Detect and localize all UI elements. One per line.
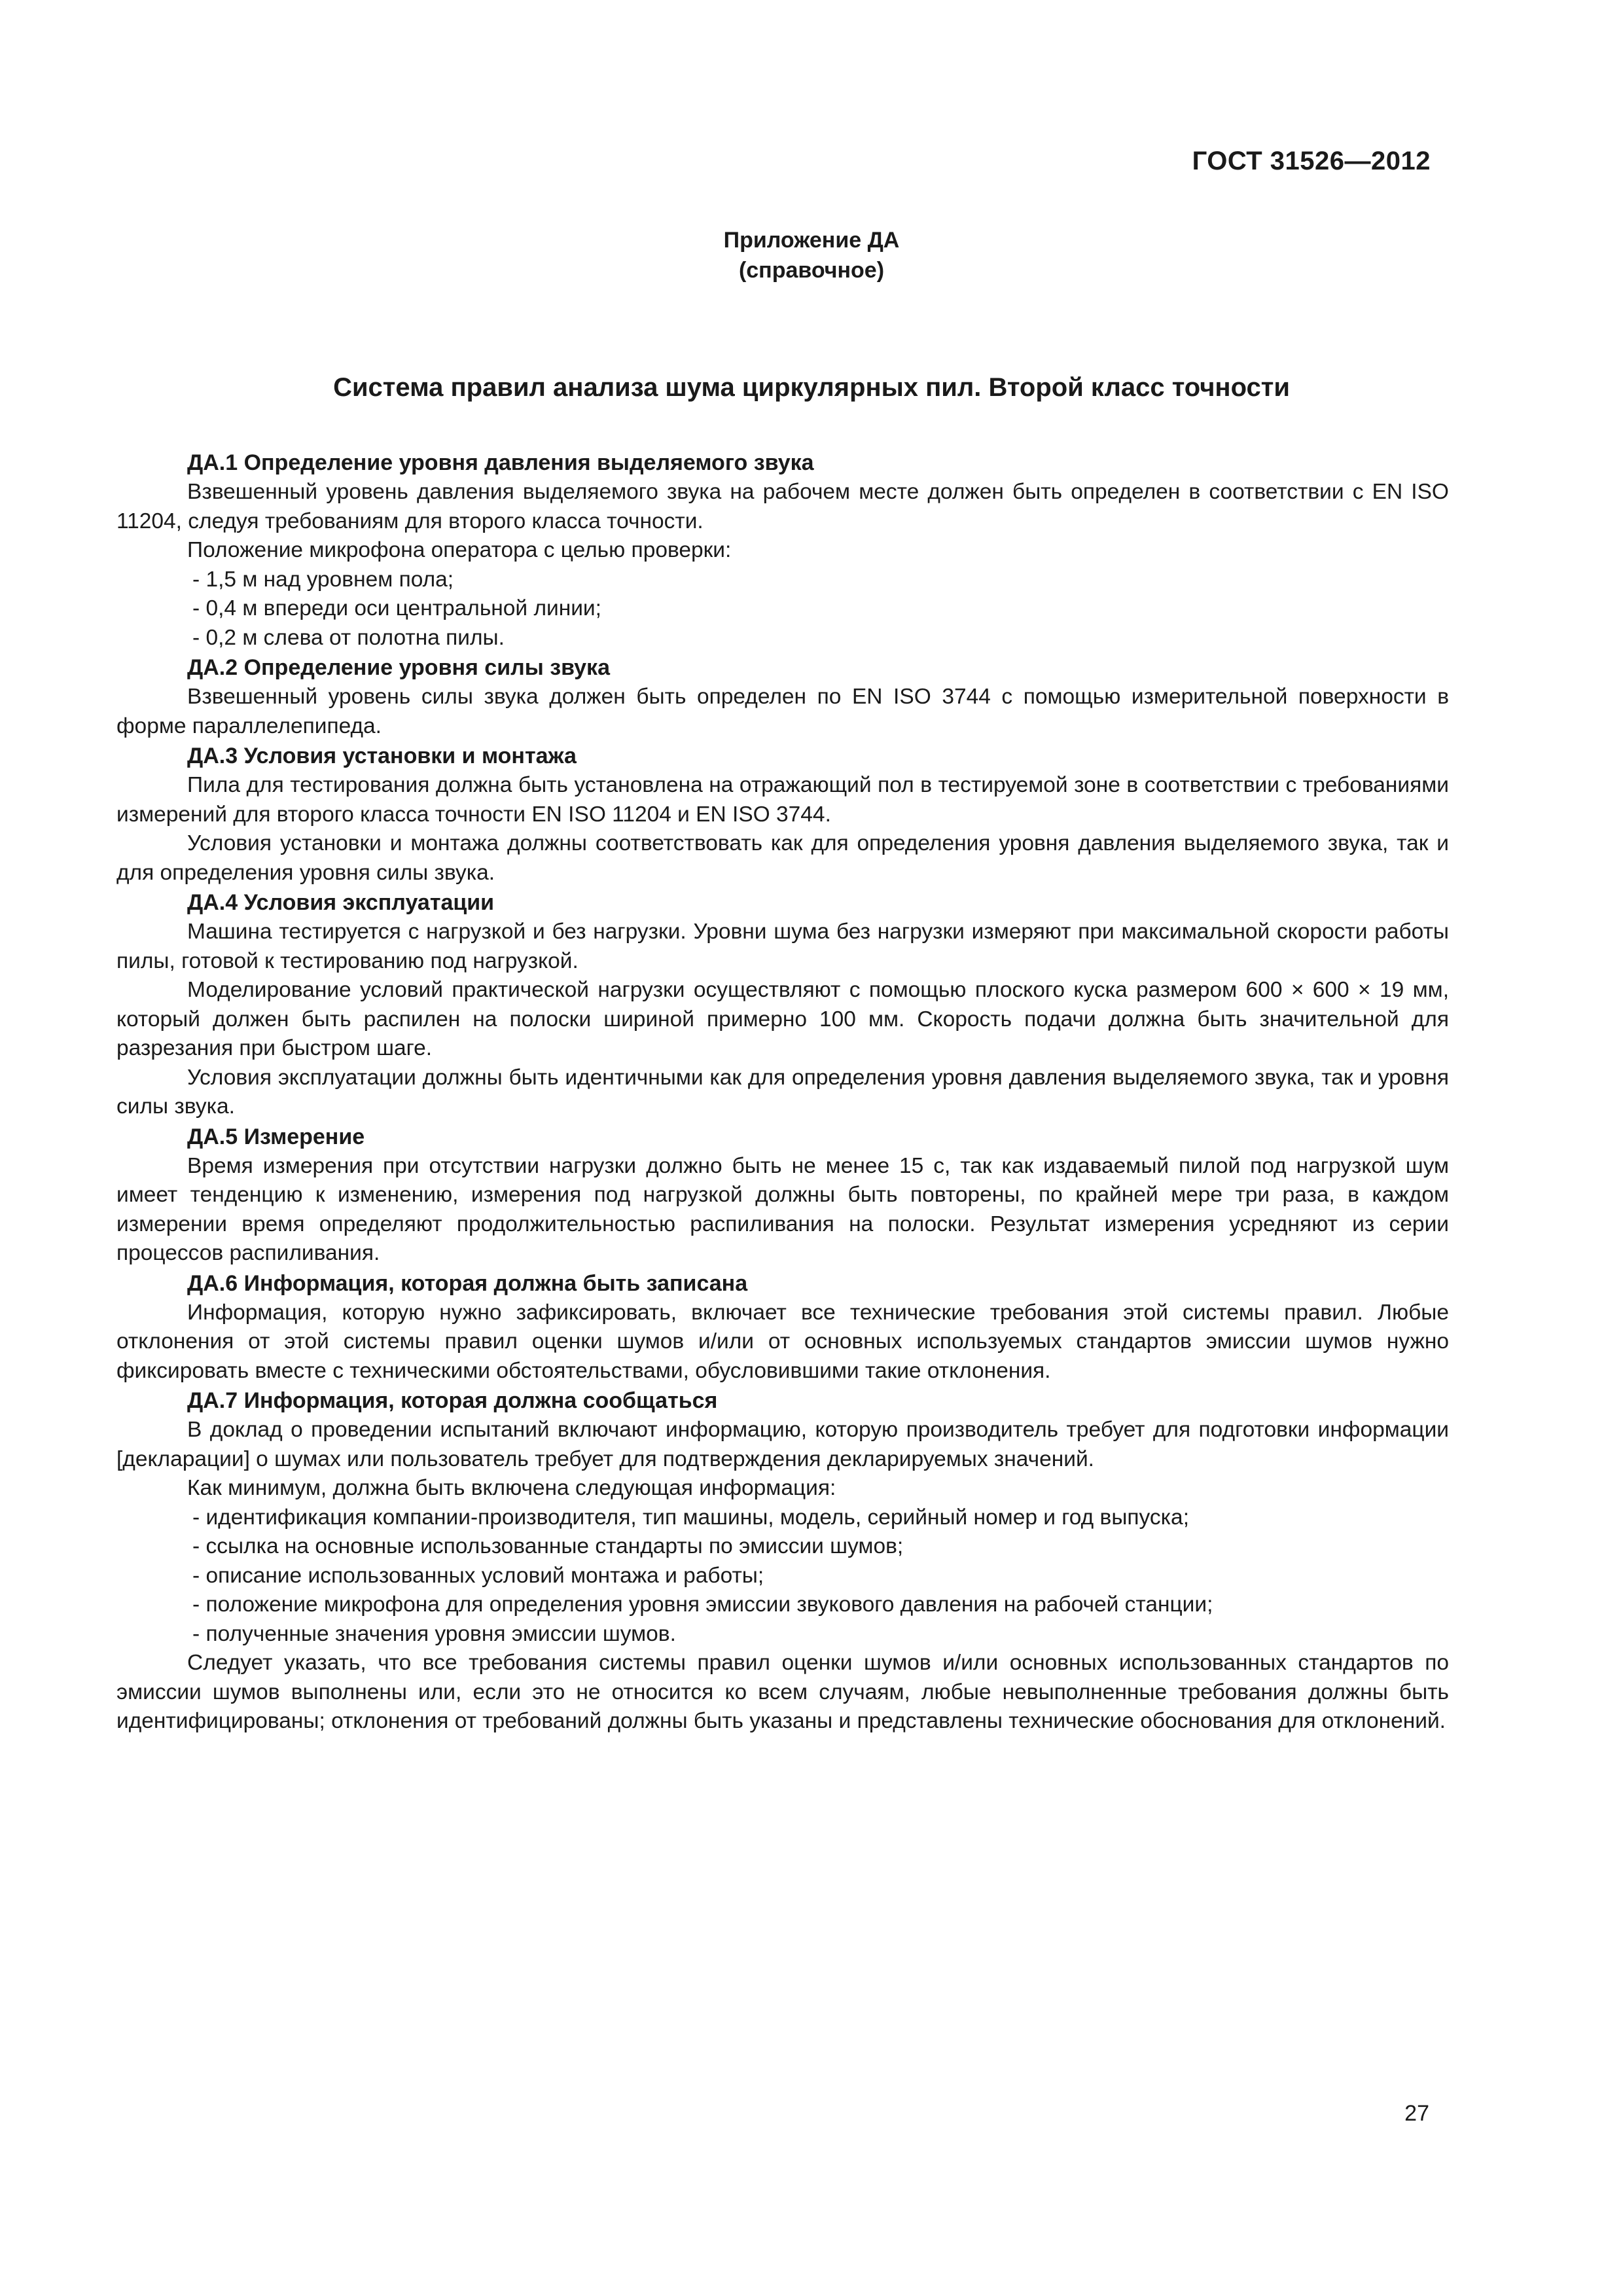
paragraph: Условия установки и монтажа должны соответствовать как для определения уровня давления выделяемого звука, так и для определения уровня силы звука.	[116, 831, 1449, 885]
section-heading: ДА.5 Измерение	[187, 1124, 365, 1149]
section-da6	[116, 1268, 1449, 1386]
paragraph: Информация, которую нужно зафиксировать, включает все технические требования этой системы правил. Любые отклонения от этой системы правил оценки шумов и/или от основных используемых стандартов эмиссии шумов нужно фиксировать вместе с техническими обстоятельствами, обусловившими такие отклонения.	[116, 1300, 1449, 1383]
document-title: Система правил анализа шума циркулярных пил. Второй класс точности	[333, 373, 1290, 402]
microphone-position-list	[116, 565, 1449, 653]
appendix-title: Приложение ДА	[723, 228, 900, 253]
standard-code: ГОСТ 31526—2012	[1192, 147, 1431, 175]
section-da4	[116, 888, 1449, 1122]
paragraph: Пила для тестирования должна быть установлена на отражающий пол в тестируемой зоне в соответствии с требованиями измерений для второго класса точности EN ISO 11204 и EN ISO 3744.	[116, 773, 1449, 827]
section-da3	[116, 741, 1449, 888]
section-heading: ДА.4 Условия эксплуатации	[187, 890, 495, 915]
list-item: - положение микрофона для определения уровня эмиссии звукового давления на рабочей станции;	[116, 1590, 1449, 1620]
section-heading: ДА.2 Определение уровня силы звука	[187, 655, 610, 680]
document-body	[116, 448, 1449, 1736]
required-info-list	[116, 1503, 1449, 1649]
section-da2	[116, 653, 1449, 741]
list-item: - идентификация компании-производителя, тип машины, модель, серийный номер и год выпуска;	[116, 1503, 1449, 1533]
list-item: - 1,5 м над уровнем пола;	[116, 565, 1449, 595]
section-heading: ДА.1 Определение уровня давления выделяемого звука	[187, 450, 814, 475]
section-heading: ДА.7 Информация, которая должна сообщаться	[187, 1388, 718, 1413]
closing-paragraph: Следует указать, что все требования системы правил оценки шумов и/или основных использованных стандартов по эмиссии шумов выполнены или, если это не относится ко всем случаям, любые невыполненные требования должны быть идентифицированы; отклонения от требований должны быть указаны и представлены технические обоснования для отклонений.	[116, 1651, 1449, 1733]
page-number: 27	[1404, 2101, 1429, 2126]
list-item: - полученные значения уровня эмиссии шумов.	[116, 1620, 1449, 1649]
paragraph: Время измерения при отсутствии нагрузки должно быть не менее 15 с, так как издаваемый пилой под нагрузкой шум имеет тенденцию к изменению, измерения под нагрузкой должны быть повторены, по крайней мере три раза, в каждом измерении время определяют продолжительностью распиливания на полоски. Результат измерения усредняют из серии процессов распиливания.	[116, 1153, 1449, 1265]
section-da1	[116, 448, 1449, 653]
paragraph: Положение микрофона оператора с целью проверки:	[187, 538, 732, 562]
paragraph: Моделирование условий практической нагрузки осуществляют с помощью плоского куска размером 600 × 600 × 19 мм, который должен быть распилен на полоски шириной примерно 100 мм. Скорость подачи должна быть значительной для разрезания при быстром шаге.	[116, 978, 1449, 1060]
paragraph: Машина тестируется с нагрузкой и без нагрузки. Уровни шума без нагрузки измеряют при максимальной скорости работы пилы, готовой к тестированию под нагрузкой.	[116, 920, 1449, 973]
appendix-heading	[0, 225, 1623, 285]
paragraph: Как минимум, должна быть включена следующая информация:	[187, 1476, 836, 1500]
paragraph: Взвешенный уровень давления выделяемого звука на рабочем месте должен быть определен в соответствии с EN ISO 11204, следуя требованиям для второго класса точности.	[116, 480, 1449, 533]
section-heading: ДА.3 Условия установки и монтажа	[187, 744, 577, 768]
list-item: - ссылка на основные использованные стандарты по эмиссии шумов;	[116, 1532, 1449, 1562]
paragraph: Взвешенный уровень силы звука должен быть определен по EN ISO 3744 с помощью измерительной поверхности в форме параллелепипеда.	[116, 685, 1449, 738]
section-heading: ДА.6 Информация, которая должна быть записана	[187, 1270, 748, 1296]
paragraph: В доклад о проведении испытаний включают информацию, которую производитель требует для подготовки информации [декларации] о шумах или пользователь требует для подтверждения декларируемых значений.	[116, 1418, 1449, 1471]
section-da7	[116, 1386, 1449, 1736]
list-item: - 0,2 м слева от полотна пилы.	[116, 624, 1449, 653]
appendix-type: (справочное)	[738, 258, 885, 283]
list-item: - 0,4 м впереди оси центральной линии;	[116, 594, 1449, 624]
paragraph: Условия эксплуатации должны быть идентичными как для определения уровня давления выделяемого звука, так и уровня силы звука.	[116, 1065, 1449, 1119]
list-item: - описание использованных условий монтажа и работы;	[116, 1562, 1449, 1591]
section-da5	[116, 1122, 1449, 1268]
